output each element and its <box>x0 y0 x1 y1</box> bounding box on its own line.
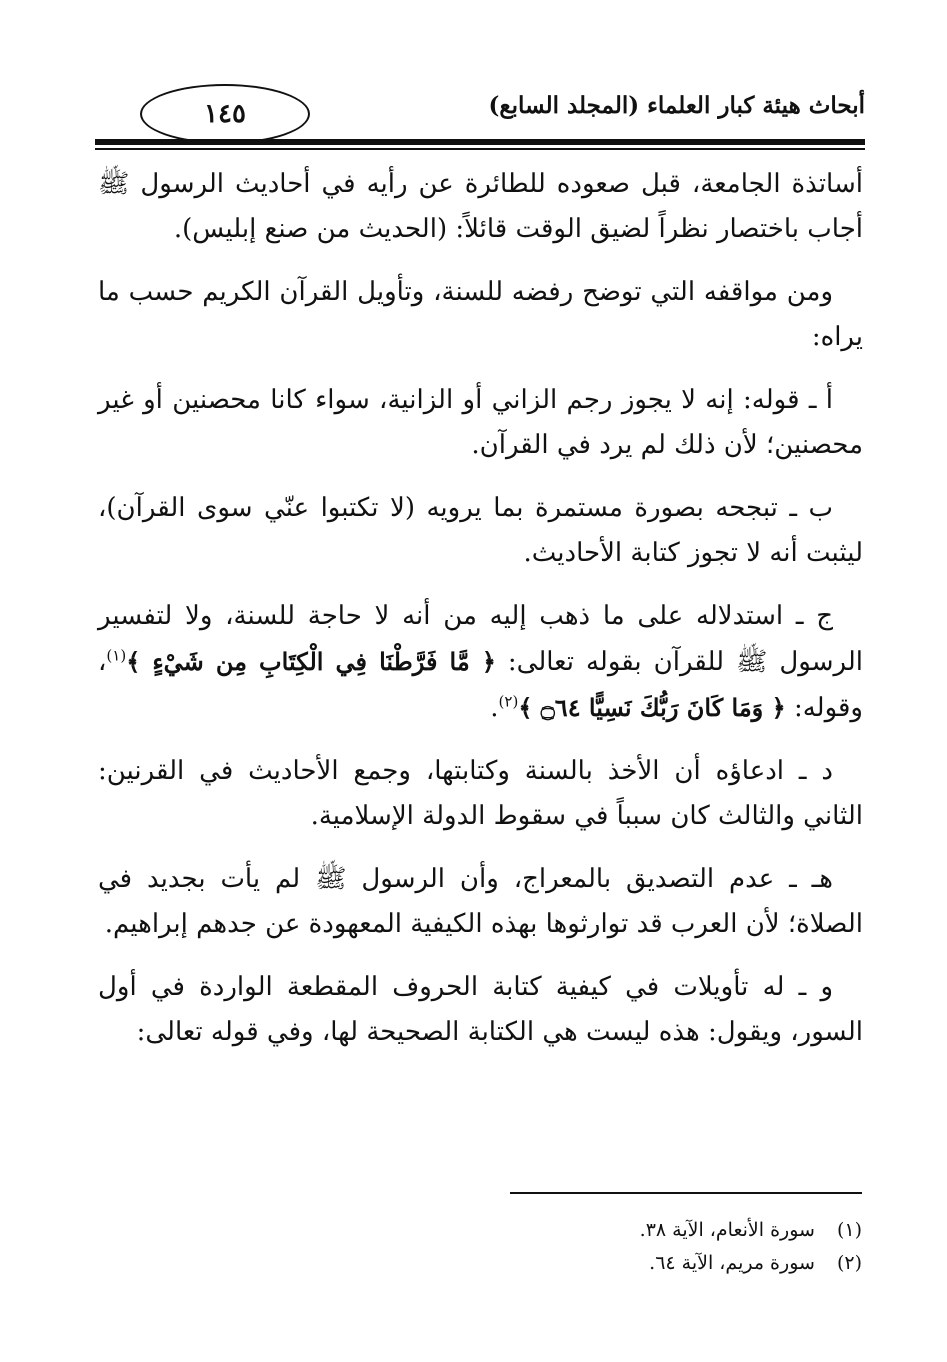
header-rule-thin <box>95 148 865 150</box>
quran-verse-1: ﴿ مَّا فَرَّطْنَا فِي الْكِتَابِ مِن شَيْءٍ ﴾ <box>126 647 496 676</box>
footnote-ref-2[interactable]: (٢) <box>498 692 519 711</box>
quran-verse-2: ﴿ وَمَا كَانَ رَبُّكَ نَسِيًّا ۝٦٤ ﴾ <box>518 693 786 722</box>
footnote-text: سورة مريم، الآية ٦٤. <box>649 1252 815 1274</box>
footnote-ref-1[interactable]: (١) <box>106 646 127 665</box>
paragraph-item-b: ب ـ تبجحه بصورة مستمرة بما يرويه (لا تكتبوا عنّي سوى القرآن)، ليثبت أنه لا تجوز كتابة الأحاديث. <box>98 493 863 568</box>
footnote-number: (١) <box>836 1219 862 1241</box>
paragraph-item-f: و ـ له تأويلات في كيفية كتابة الحروف المقطعة الواردة في أول السور، ويقول: هذه ليست هي الكتابة الصحيحة لها، وفي قوله تعالى: <box>98 972 863 1047</box>
paragraph-2: ومن مواقفه التي توضح رفضه للسنة، وتأويل القرآن الكريم حسب ما يراه: <box>98 277 863 352</box>
running-title: أبحاث هيئة كبار العلماء (المجلد السابع) <box>488 92 865 119</box>
paragraph-item-a: أ ـ قوله: إنه لا يجوز رجم الزاني أو الزانية، سواء كانا محصنين أو غير محصنين؛ لأن ذلك لم يرد في القرآن. <box>98 385 863 460</box>
item-c-text-b: ، وقوله: <box>98 647 863 723</box>
paragraph-item-e: هـ ـ عدم التصديق بالمعراج، وأن الرسول ﷺ لم يأت بجديد في الصلاة؛ لأن العرب قد توارثوها بهذه الكيفية المعهودة عن جدهم إبراهيم. <box>98 864 863 939</box>
page-number: ١٤٥ <box>204 99 246 129</box>
item-c-text-c: . <box>490 693 499 723</box>
main-text <box>98 162 863 1073</box>
footnotes <box>400 1214 862 1280</box>
header-rule-thick <box>95 139 865 145</box>
paragraph-item-c <box>98 594 863 731</box>
footnote-2 <box>400 1247 862 1280</box>
footnote-separator <box>510 1192 862 1194</box>
item-c-text-a: ج ـ استدلاله على ما ذهب إليه من أنه لا حاجة للسنة، ولا لتفسير الرسول ﷺ للقرآن بقوله تعالى: <box>98 601 863 677</box>
footnote-number: (٢) <box>836 1252 862 1274</box>
footnote-text: سورة الأنعام، الآية ٣٨. <box>639 1219 815 1241</box>
page-number-badge <box>140 84 310 144</box>
paragraph-item-d: د ـ ادعاؤه أن الأخذ بالسنة وكتابتها، وجمع الأحاديث في القرنين: الثاني والثالث كان سبباً في سقوط الدولة الإسلامية. <box>98 756 863 831</box>
footnote-1 <box>400 1214 862 1247</box>
paragraph-1: أساتذة الجامعة، قبل صعوده للطائرة عن رأيه في أحاديث الرسول ﷺ أجاب باختصار نظراً لضيق الوقت قائلاً: (الحديث من صنع إبليس). <box>98 169 863 244</box>
